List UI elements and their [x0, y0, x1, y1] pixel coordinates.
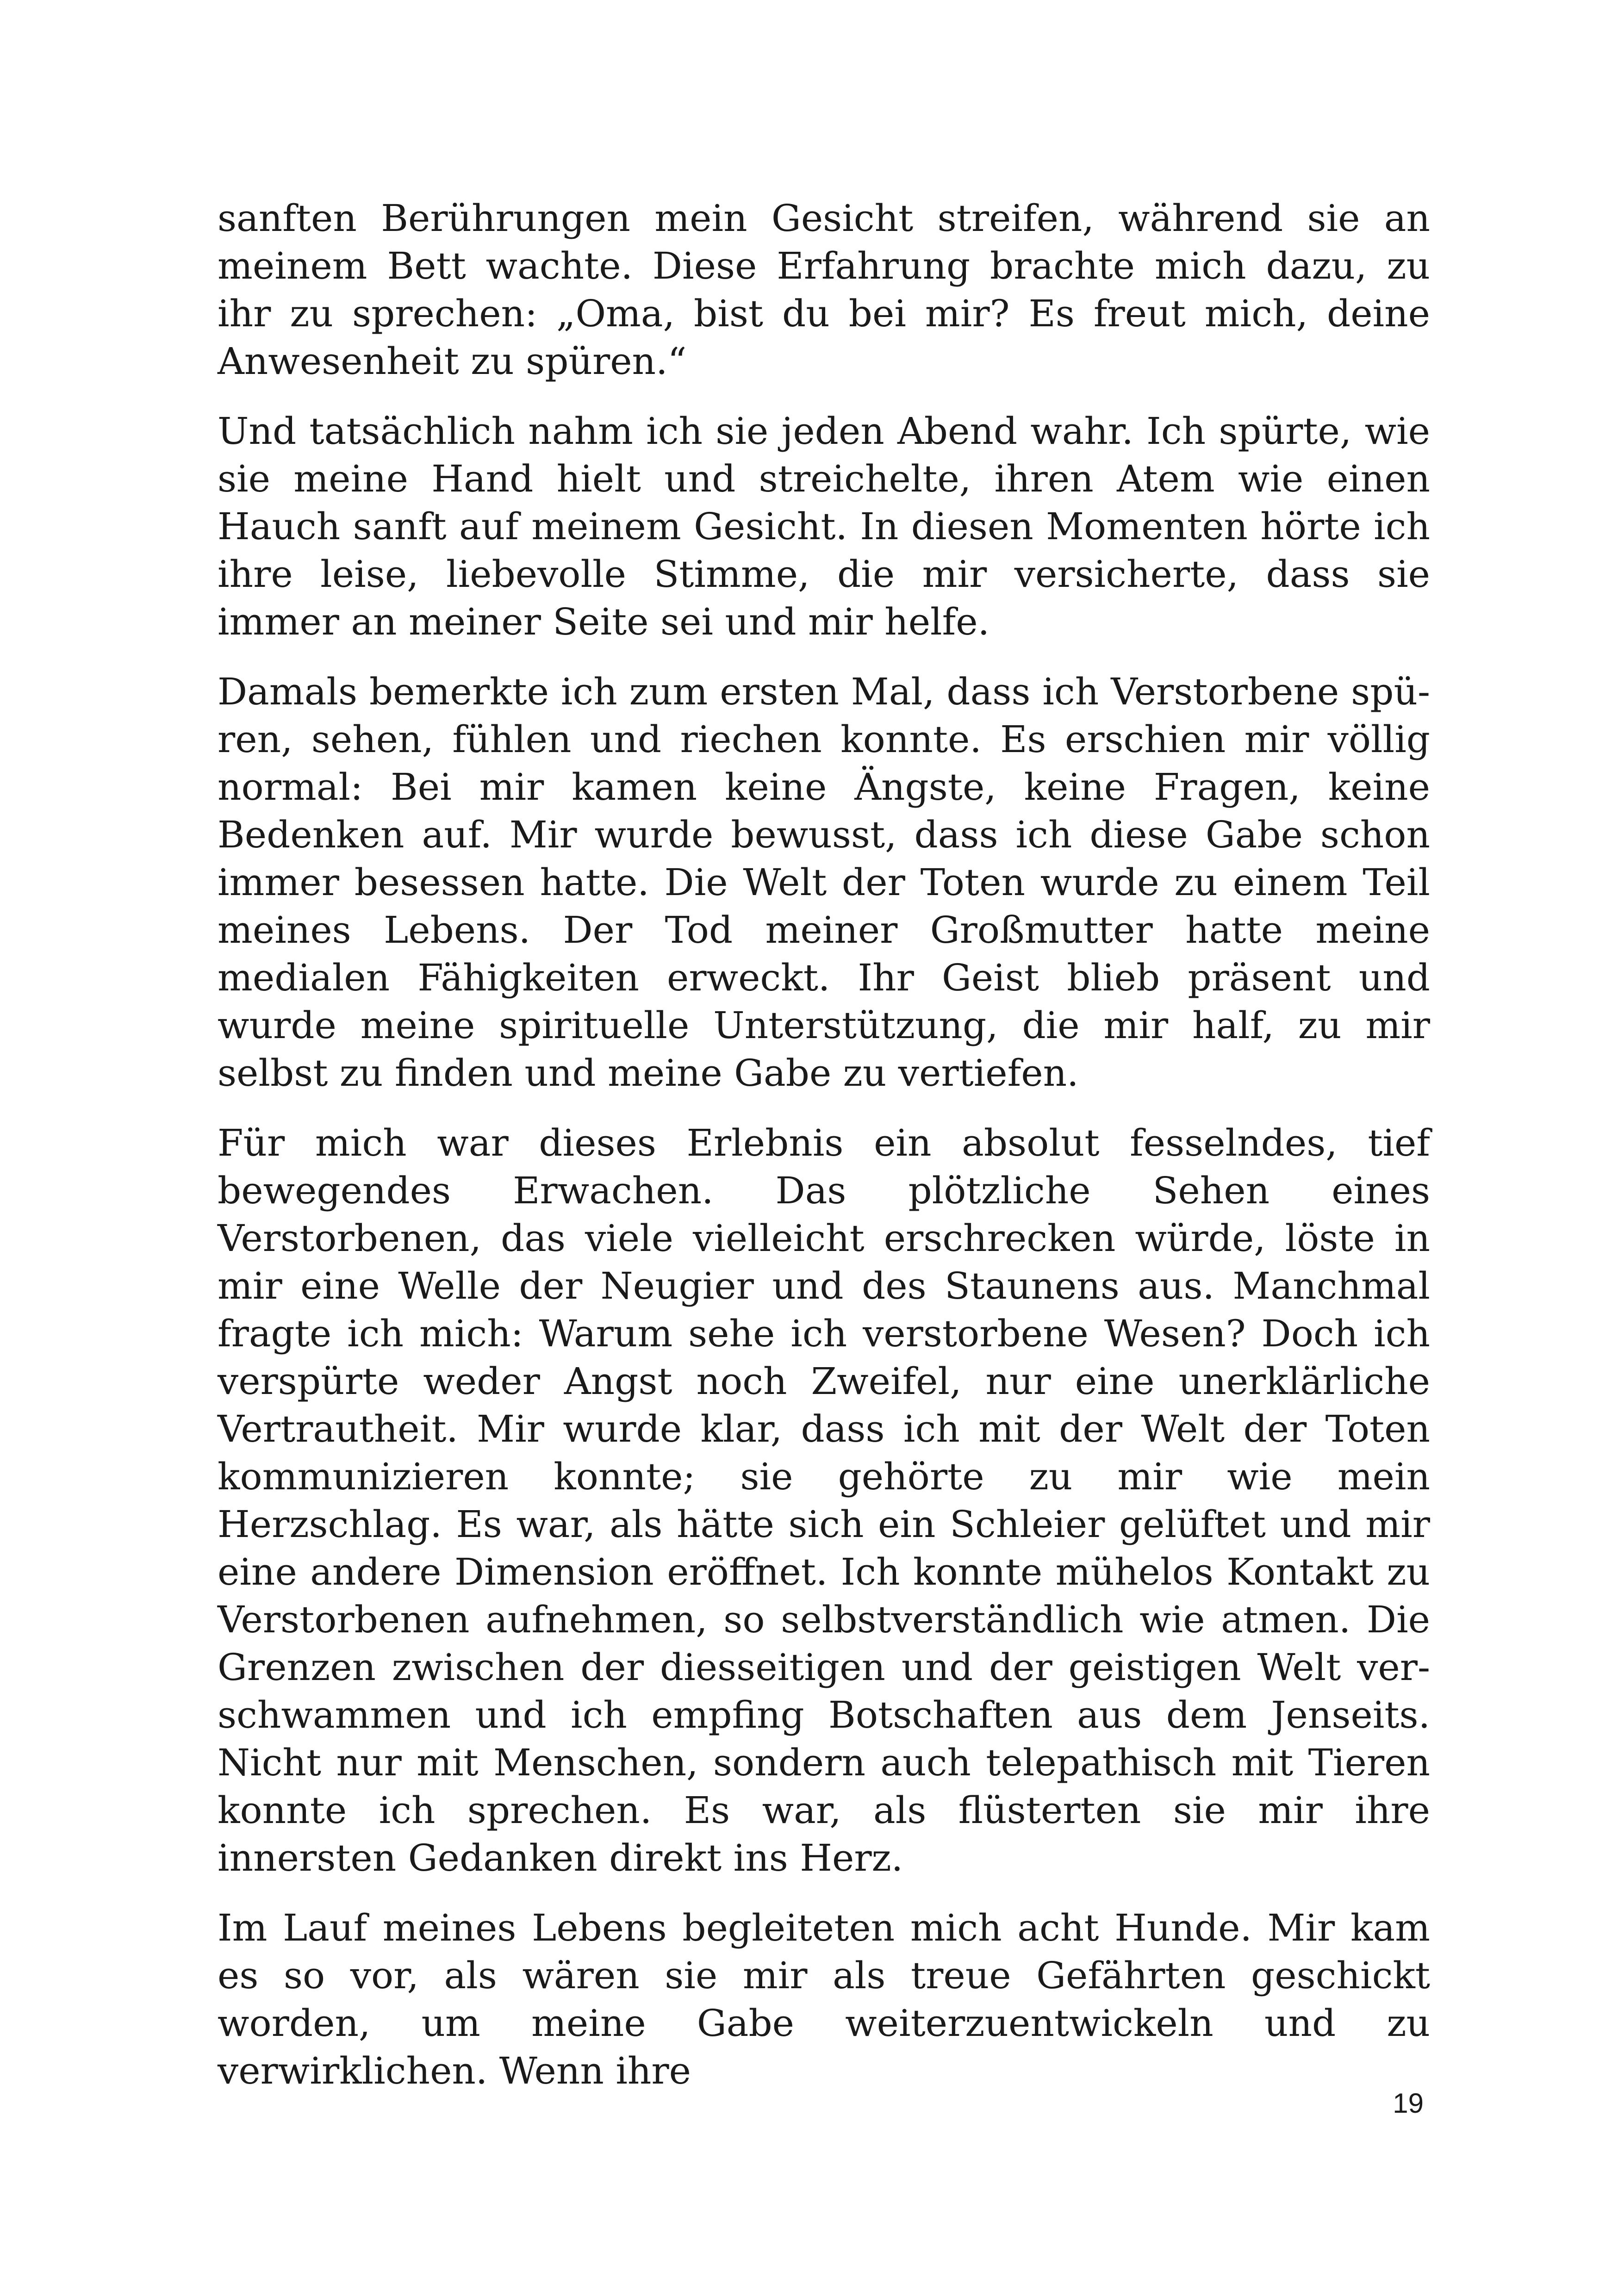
paragraph-3: Damals bemerkte ich zum ersten Mal, dass ich Verstorbene spüren, sehen, fühlen und riechen konnte. Es erschien mir völlig normal: Bei mir kamen keine Ängste, keine Fragen, keine Bedenken auf. Mir wurde bewusst, dass ich diese Gabe schon immer besessen hatte. Die Welt der Toten wurde zu einem Teil meines Lebens. Der Tod meiner Großmutter hatte meine medialen Fähigkeiten erweckt. Ihr Geist blieb präsent und wurde meine spirituelle Unterstützung, die mir half, zu mir selbst zu finden und meine Gabe zu vertiefen. [218, 670, 1430, 1095]
paragraph-4: Für mich war dieses Erlebnis ein absolut fesselndes, tief bewegendes Erwachen. Das plötzliche Sehen eines Verstorbenen, das viele vielleicht erschrecken würde, löste in mir eine Welle der Neugier und des Staunens aus. Manchmal fragte ich mich: Warum sehe ich verstorbene Wesen? Doch ich verspürte weder Angst noch Zweifel, nur eine unerklärliche Vertrautheit. Mir wurde klar, dass ich mit der Welt der Toten kommunizieren konnte; sie gehörte zu mir wie mein Herzschlag. Es war, als hätte sich ein Schleier gelüftet und mir eine andere Dimension eröffnet. Ich konnte mühelos Kontakt zu Verstorbenen aufnehmen, so selbstverständlich wie atmen. Die Grenzen zwischen der diesseitigen und der geistigen Welt verschwammen und ich empfing Botschaften aus dem Jenseits. Nicht nur mit Menschen, sondern auch telepathisch mit Tieren konnte ich sprechen. Es war, als flüsterten sie mir ihre innersten Gedanken direkt ins Herz. [218, 1121, 1430, 1879]
body-text [218, 194, 1430, 2117]
paragraph-2: Und tatsächlich nahm ich sie jeden Abend wahr. Ich spürte, wie sie meine Hand hielt und streichelte, ihren Atem wie einen Hauch sanft auf meinem Gesicht. In diesen Momenten hörte ich ihre leise, liebevolle Stimme, die mir versicherte, dass sie immer an meiner Seite sei und mir helfe. [218, 410, 1430, 643]
paragraph-1: sanften Berührungen mein Gesicht streifen, während sie an meinem Bett wachte. Diese Erfahrung brachte mich dazu, zu ihr zu sprechen: „Oma, bist du bei mir? Es freut mich, deine Anwesenheit zu spüren.“ [218, 197, 1430, 383]
paragraph-5: Im Lauf meines Lebens begleiteten mich acht Hunde. Mir kam es so vor, als wären sie mir als treue Gefährten geschickt worden, um meine Gabe weiterzuentwickeln und zu verwirklichen. Wenn ihre [218, 1906, 1430, 2092]
page-number: 19 [1393, 2088, 1424, 2119]
